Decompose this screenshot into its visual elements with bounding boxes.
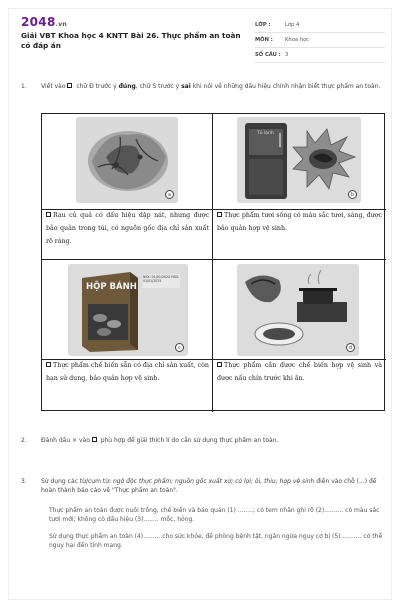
checkbox-icon[interactable] xyxy=(46,362,51,367)
checkbox-icon xyxy=(92,437,97,442)
document-header xyxy=(9,9,393,65)
table-cell-image-d xyxy=(213,260,386,360)
fridge-label: Tủ lạnh xyxy=(257,131,274,136)
label-c-badge: c xyxy=(175,343,184,352)
question-text: Đánh dấu × vào phù hợp để giải thích lí do cần sử dụng thực phẩm an toàn. xyxy=(41,437,279,444)
label-d-badge: d xyxy=(346,343,355,352)
table-cell-caption-b xyxy=(213,210,386,260)
caption-b: Thực phẩm tươi sống có màu sắc tươi, sáng, được bảo quản hợp vệ sinh. xyxy=(217,212,382,232)
box-label: HỘP BÁNH xyxy=(86,282,137,292)
label-a-badge: a xyxy=(165,190,174,199)
fill-in-paragraph-1: Thực phẩm an toàn được nuôi trồng, chế biến và bảo quản (1) ........; có tem nhãn ghi rõ (2).......... có màu sắc tươi mới; không có dấu hiệu (3)........ mốc, hỏng. xyxy=(49,507,380,524)
answer-table xyxy=(41,113,385,411)
meta-row-count: SỐ CÂU : 3 xyxy=(255,48,385,63)
fridge-illustration xyxy=(237,117,361,203)
meta-row-subject: MÔN : Khoa học xyxy=(255,33,385,48)
meta-row-grade: LỚP : Lớp 4 xyxy=(255,18,385,33)
question-number: 1. xyxy=(21,83,27,90)
cooking-illustration xyxy=(237,264,359,356)
table-cell-caption-d xyxy=(213,360,386,412)
caption-a: Rau củ quả có dấu hiệu dập nát, nhưng được bảo quản trong túi, có nguồn gốc địa chỉ sản xuất rõ ràng. xyxy=(46,212,209,245)
caption-c: Thực phẩm chế biến sẵn có địa chỉ sản xuất, còn hạn sử dụng, bảo quản hợp vệ sinh. xyxy=(46,362,209,382)
expiry-label: NSX: 01/01/2024 HSD: 01/01/2025 xyxy=(143,275,180,284)
checkbox-icon xyxy=(67,83,72,88)
question-number: 2. xyxy=(21,437,27,444)
checkbox-icon[interactable] xyxy=(46,212,51,217)
label-b-badge: b xyxy=(348,190,357,199)
question-text: Viết vào chữ Đ trước ý đúng, chữ S trước ý sai khi nói về những dấu hiệu chính nhận biết thực phẩm an toàn. xyxy=(41,83,381,90)
table-cell-image-a xyxy=(42,114,213,210)
question-text: Sử dụng các từ/cụm từ: ngộ độc thực phẩm; nguồn gốc xuất xứ; có lợi; ôi, thiu; hợp vệ sinh điền vào chỗ (...) để hoàn thành báo cáo về "Thực phẩm an toàn". xyxy=(41,478,377,495)
site-logo[interactable]: 2048.vn xyxy=(21,15,67,29)
table-cell-caption-a xyxy=(42,210,213,260)
document-page xyxy=(8,8,392,600)
cake-box-illustration xyxy=(68,264,188,356)
table-cell-image-c xyxy=(42,260,213,360)
table-cell-image-b xyxy=(213,114,386,210)
fill-in-paragraph-2: Sử dụng thực phẩm an toàn (4)..........cho sức khỏe, đề phòng bệnh tật, ngăn ngừa nguy cơ bị (5)........... có thể nguy hại đến tính mạng. xyxy=(49,533,383,550)
cabbage-illustration xyxy=(76,117,178,203)
table-cell-caption-c xyxy=(42,360,213,412)
checkbox-icon[interactable] xyxy=(217,212,222,217)
question-number: 3. xyxy=(21,478,27,485)
meta-info xyxy=(255,18,385,63)
caption-d: Thực phẩm cần được chế biến hợp vệ sinh và được nấu chín trước khi ăn. xyxy=(217,362,382,382)
checkbox-icon[interactable] xyxy=(217,362,222,367)
document-title: Giải VBT Khoa học 4 KNTT Bài 26. Thực phẩm an toàn có đáp án xyxy=(21,31,241,50)
